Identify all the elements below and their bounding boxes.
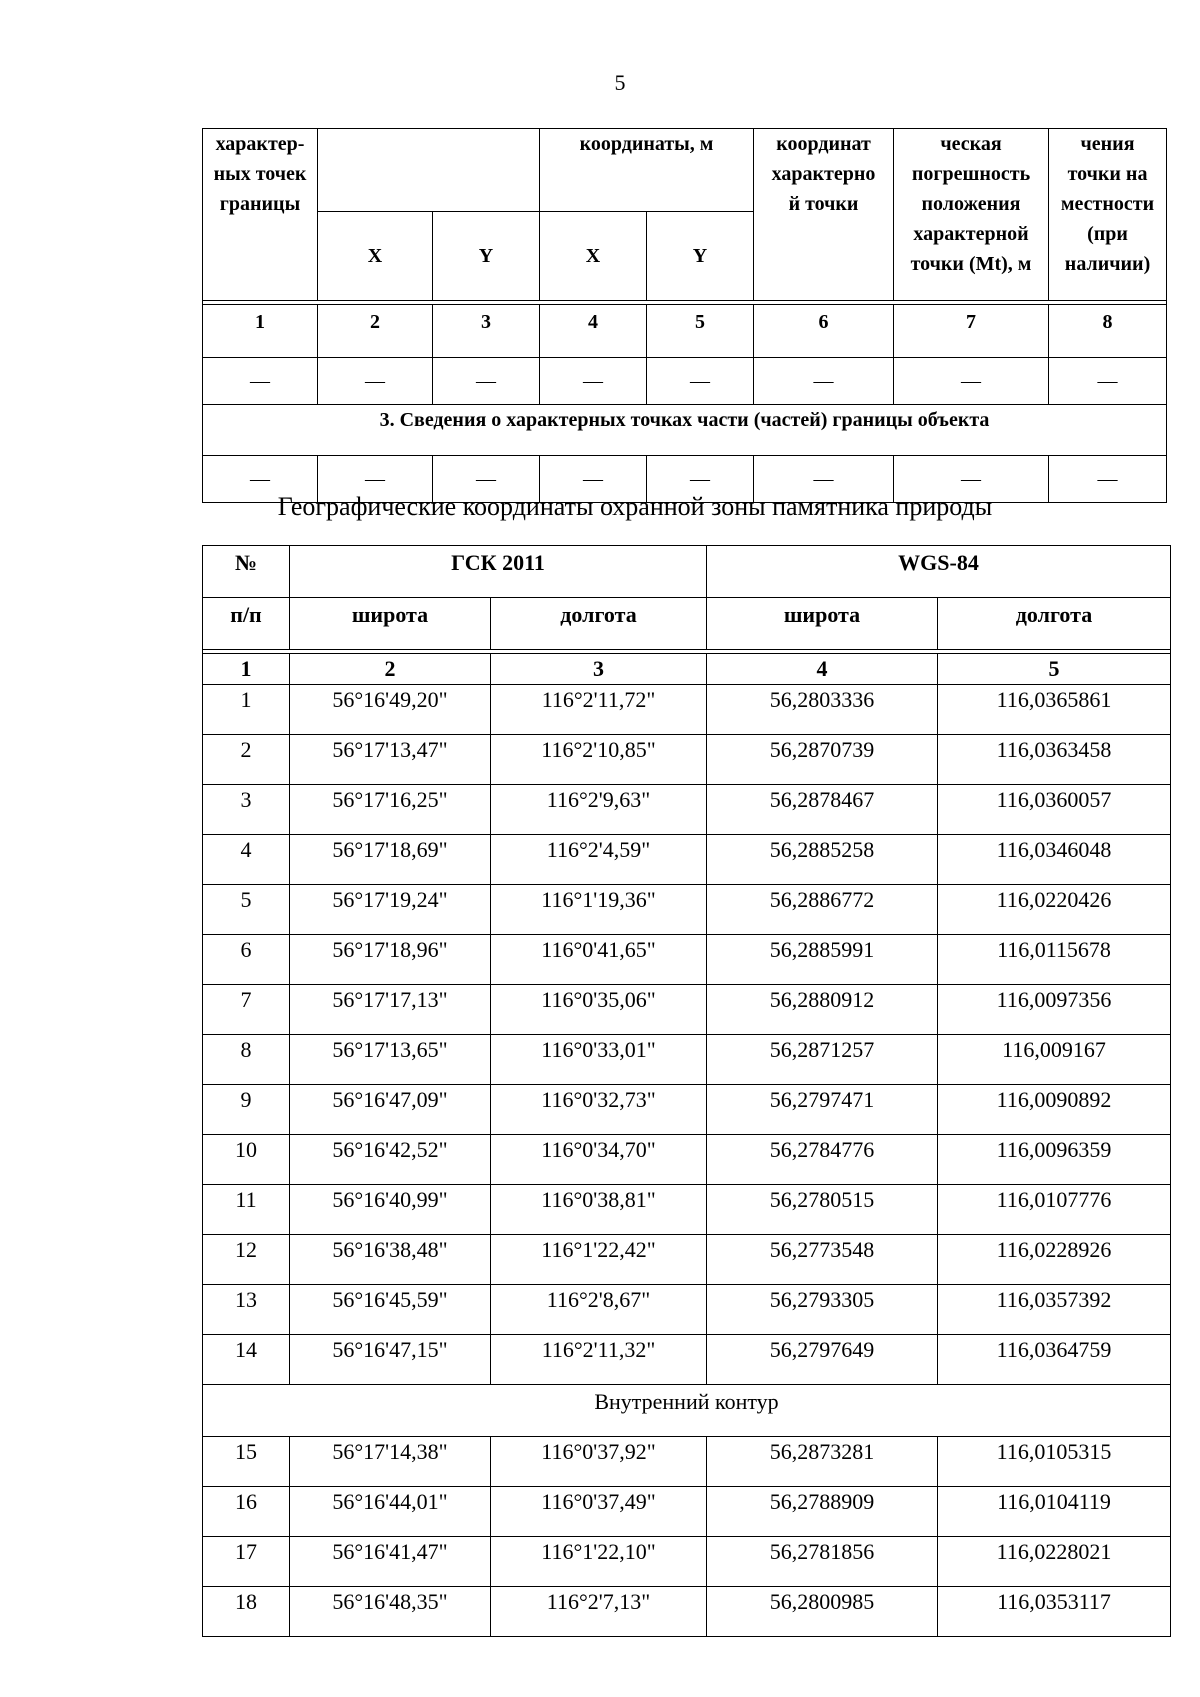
gsk-longitude: 116°2'9,63" [491, 785, 707, 835]
wgs-latitude: 56,2885991 [707, 935, 938, 985]
section-title: 3. Сведения о характерных точках части (частей) границы объекта [203, 405, 1167, 456]
wgs-longitude: 116,0360057 [938, 785, 1171, 835]
point-number: 3 [203, 785, 290, 835]
dash-cell: — [754, 358, 894, 405]
dash-cell: — [203, 358, 318, 405]
column-number: 2 [318, 305, 433, 358]
gsk-latitude: 56°17'18,69" [290, 835, 491, 885]
point-number: 4 [203, 835, 290, 885]
subheader-y: Y [647, 212, 754, 301]
gsk-latitude: 56°17'13,47" [290, 735, 491, 785]
wgs-latitude: 56,2797649 [707, 1335, 938, 1385]
wgs-longitude: 116,0090892 [938, 1085, 1171, 1135]
table-row [203, 1437, 1171, 1487]
wgs-latitude: 56,2788909 [707, 1487, 938, 1537]
header-latitude: широта [290, 598, 491, 650]
table-row [203, 1185, 1171, 1235]
subheader-y: Y [433, 212, 540, 301]
gsk-latitude: 56°16'40,99" [290, 1185, 491, 1235]
gsk-longitude: 116°2'4,59" [491, 835, 707, 885]
table-row [203, 1335, 1171, 1385]
point-number: 7 [203, 985, 290, 1035]
gsk-latitude: 56°16'47,09" [290, 1085, 491, 1135]
point-number: 11 [203, 1185, 290, 1235]
table-row [203, 1537, 1171, 1587]
dash-cell: — [540, 358, 647, 405]
dash-cell: — [647, 358, 754, 405]
table-row [203, 1135, 1171, 1185]
wgs-latitude: 56,2793305 [707, 1285, 938, 1335]
point-number: 13 [203, 1285, 290, 1335]
header-latitude: широта [707, 598, 938, 650]
wgs-latitude: 56,2873281 [707, 1437, 938, 1487]
dash-cell: — [433, 358, 540, 405]
wgs-longitude: 116,0228926 [938, 1235, 1171, 1285]
table-row [203, 885, 1171, 935]
header-coord-method: координат характерно й точки [754, 129, 894, 301]
column-number: 6 [754, 305, 894, 358]
table-row [203, 685, 1171, 735]
wgs-longitude: 116,0363458 [938, 735, 1171, 785]
table-row [203, 985, 1171, 1035]
header-longitude: долгота [491, 598, 707, 650]
column-number: 2 [290, 654, 491, 685]
table-row [203, 735, 1171, 785]
gsk-longitude: 116°2'11,72" [491, 685, 707, 735]
dash-cell: — [894, 456, 1049, 503]
wgs-latitude: 56,2885258 [707, 835, 938, 885]
dash-cell: — [1049, 358, 1167, 405]
wgs-longitude: 116,0096359 [938, 1135, 1171, 1185]
dash-cell: — [894, 358, 1049, 405]
header-longitude: долгота [938, 598, 1171, 650]
dash-cell: — [318, 358, 433, 405]
point-number: 15 [203, 1437, 290, 1487]
table-row [203, 1285, 1171, 1335]
table-row [203, 1487, 1171, 1537]
table-caption: Географические координаты охранной зоны памятника природы [277, 492, 993, 521]
gsk-longitude: 116°0'35,06" [491, 985, 707, 1035]
point-number: 6 [203, 935, 290, 985]
point-number: 8 [203, 1035, 290, 1085]
gsk-longitude: 116°0'38,81" [491, 1185, 707, 1235]
gsk-longitude: 116°1'22,42" [491, 1235, 707, 1285]
wgs-latitude: 56,2878467 [707, 785, 938, 835]
wgs-longitude: 116,009167 [938, 1035, 1171, 1085]
header-error: ческая погрешность положения характерной точки (Mt), м [894, 129, 1049, 301]
table-row [203, 1235, 1171, 1285]
gsk-longitude: 116°1'22,10" [491, 1537, 707, 1587]
gsk-latitude: 56°17'19,24" [290, 885, 491, 935]
gsk-longitude: 116°0'37,49" [491, 1487, 707, 1537]
gsk-latitude: 56°16'38,48" [290, 1235, 491, 1285]
header-gsk2011: ГСК 2011 [290, 546, 707, 598]
gsk-latitude: 56°17'13,65" [290, 1035, 491, 1085]
column-number: 4 [540, 305, 647, 358]
point-number: 17 [203, 1537, 290, 1587]
gsk-latitude: 56°16'47,15" [290, 1335, 491, 1385]
dash-cell: — [540, 456, 647, 503]
gsk-longitude: 116°2'8,67" [491, 1285, 707, 1335]
gsk-longitude: 116°0'34,70" [491, 1135, 707, 1185]
gsk-latitude: 56°16'41,47" [290, 1537, 491, 1587]
wgs-longitude: 116,0228021 [938, 1537, 1171, 1587]
wgs-longitude: 116,0105315 [938, 1437, 1171, 1487]
dash-cell: — [203, 456, 318, 503]
gsk-latitude: 56°16'44,01" [290, 1487, 491, 1537]
table-row [203, 935, 1171, 985]
column-number: 1 [203, 654, 290, 685]
dash-cell: — [1049, 456, 1167, 503]
gsk-longitude: 116°2'11,32" [491, 1335, 707, 1385]
gsk-longitude: 116°1'19,36" [491, 885, 707, 935]
gsk-latitude: 56°17'14,38" [290, 1437, 491, 1487]
gsk-latitude: 56°16'48,35" [290, 1587, 491, 1637]
header-wgs84: WGS-84 [707, 546, 1171, 598]
table-row [203, 1587, 1171, 1637]
geographic-coordinates-table [202, 545, 1171, 1637]
gsk-latitude: 56°16'45,59" [290, 1285, 491, 1335]
table-row [203, 1035, 1171, 1085]
point-number: 9 [203, 1085, 290, 1135]
wgs-longitude: 116,0097356 [938, 985, 1171, 1035]
point-number: 12 [203, 1235, 290, 1285]
point-number: 16 [203, 1487, 290, 1537]
point-number: 2 [203, 735, 290, 785]
header-empty [318, 129, 540, 212]
column-number: 3 [491, 654, 707, 685]
point-number: 10 [203, 1135, 290, 1185]
dash-cell: — [754, 456, 894, 503]
table-row [203, 1085, 1171, 1135]
column-number: 8 [1049, 305, 1167, 358]
wgs-longitude: 116,0364759 [938, 1335, 1171, 1385]
wgs-longitude: 116,0357392 [938, 1285, 1171, 1335]
wgs-latitude: 56,2784776 [707, 1135, 938, 1185]
dash-cell: — [318, 456, 433, 503]
wgs-latitude: 56,2803336 [707, 685, 938, 735]
wgs-latitude: 56,2800985 [707, 1587, 938, 1637]
point-number: 14 [203, 1335, 290, 1385]
wgs-longitude: 116,0107776 [938, 1185, 1171, 1235]
table-row [203, 785, 1171, 835]
table-row [203, 835, 1171, 885]
column-number: 3 [433, 305, 540, 358]
gsk-longitude: 116°2'7,13" [491, 1587, 707, 1637]
wgs-latitude: 56,2886772 [707, 885, 938, 935]
gsk-longitude: 116°2'10,85" [491, 735, 707, 785]
wgs-longitude: 116,0365861 [938, 685, 1171, 735]
gsk-longitude: 116°0'41,65" [491, 935, 707, 985]
header-coordinates: координаты, м [540, 129, 754, 212]
gsk-latitude: 56°17'17,13" [290, 985, 491, 1035]
point-number: 18 [203, 1587, 290, 1637]
gsk-latitude: 56°17'18,96" [290, 935, 491, 985]
column-number: 4 [707, 654, 938, 685]
point-number: 1 [203, 685, 290, 735]
column-number: 1 [203, 305, 318, 358]
inner-contour-label: Внутренний контур [203, 1385, 1171, 1437]
gsk-latitude: 56°16'42,52" [290, 1135, 491, 1185]
gsk-latitude: 56°16'49,20" [290, 685, 491, 735]
header-pp: п/п [203, 598, 290, 650]
gsk-longitude: 116°0'33,01" [491, 1035, 707, 1085]
wgs-longitude: 116,0220426 [938, 885, 1171, 935]
wgs-longitude: 116,0353117 [938, 1587, 1171, 1637]
wgs-latitude: 56,2797471 [707, 1085, 938, 1135]
wgs-longitude: 116,0346048 [938, 835, 1171, 885]
column-number: 5 [938, 654, 1171, 685]
dash-cell: — [433, 456, 540, 503]
wgs-latitude: 56,2780515 [707, 1185, 938, 1235]
wgs-longitude: 116,0115678 [938, 935, 1171, 985]
gsk-latitude: 56°17'16,25" [290, 785, 491, 835]
wgs-latitude: 56,2773548 [707, 1235, 938, 1285]
wgs-latitude: 56,2870739 [707, 735, 938, 785]
subheader-x: X [540, 212, 647, 301]
wgs-latitude: 56,2880912 [707, 985, 938, 1035]
column-number: 5 [647, 305, 754, 358]
header-points: характер- ных точек границы [203, 129, 318, 301]
wgs-longitude: 116,0104119 [938, 1487, 1171, 1537]
column-number: 7 [894, 305, 1049, 358]
header-no: № [203, 546, 290, 598]
page-number: 5 [614, 70, 626, 95]
boundary-points-table [202, 128, 1167, 503]
dash-cell: — [647, 456, 754, 503]
subheader-x: X [318, 212, 433, 301]
wgs-latitude: 56,2781856 [707, 1537, 938, 1587]
wgs-latitude: 56,2871257 [707, 1035, 938, 1085]
gsk-longitude: 116°0'37,92" [491, 1437, 707, 1487]
header-marking: чения точки на местности (при наличии) [1049, 129, 1167, 301]
point-number: 5 [203, 885, 290, 935]
gsk-longitude: 116°0'32,73" [491, 1085, 707, 1135]
